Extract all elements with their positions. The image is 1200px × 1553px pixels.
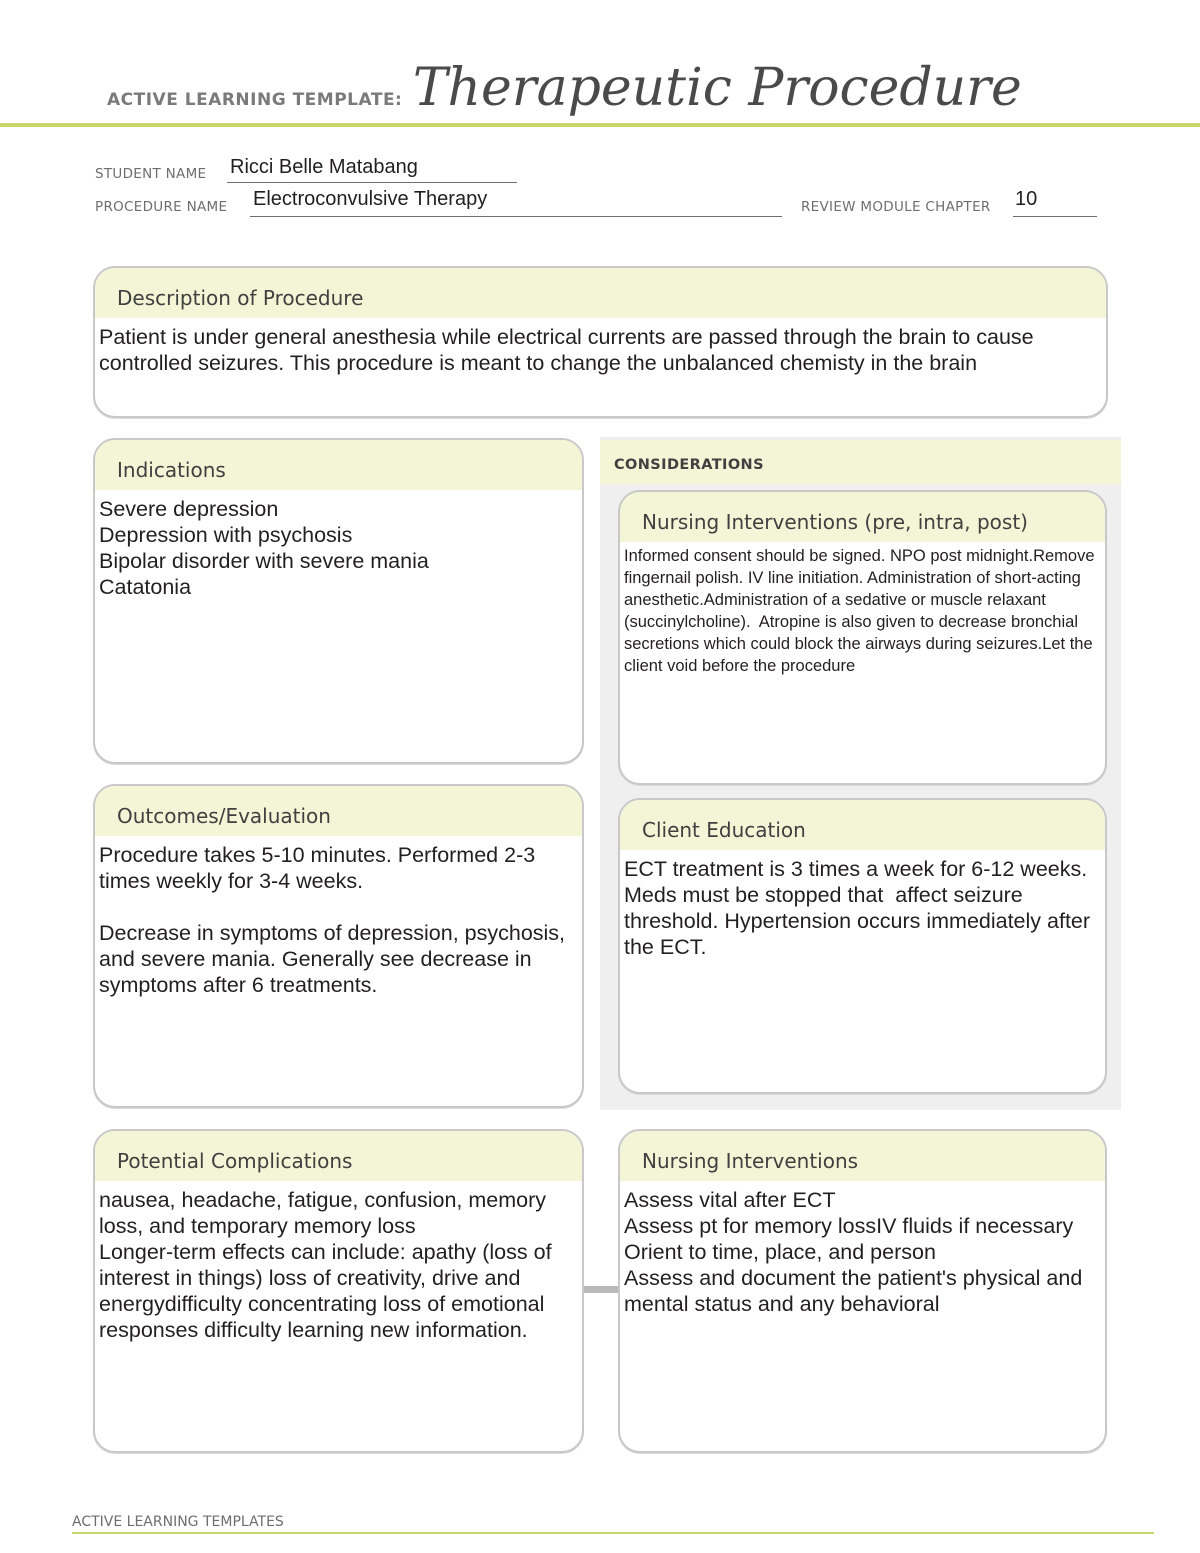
complications-box [93, 1129, 584, 1453]
outcomes-heading: Outcomes/Evaluation [95, 786, 582, 836]
complications-heading: Potential Complications [95, 1131, 582, 1181]
nursing-pre-box [618, 490, 1107, 785]
chapter-value[interactable]: 10 [1015, 188, 1038, 210]
considerations-label: CONSIDERATIONS [614, 457, 764, 473]
student-name-label: STUDENT NAME [95, 166, 207, 182]
nursing-interventions-text[interactable]: Assess vital after ECT Assess pt for memory lossIV fluids if necessary Orient to time, place, and person Assess and document the patient's physical and mental status and any behavioral [624, 1188, 1083, 1316]
procedure-name-label: PROCEDURE NAME [95, 199, 228, 215]
client-education-heading: Client Education [620, 800, 1105, 850]
template-label: ACTIVE LEARNING TEMPLATE: [107, 90, 403, 110]
student-name-value[interactable]: Ricci Belle Matabang [230, 156, 418, 178]
description-box [93, 266, 1108, 418]
footer-rule [72, 1532, 1154, 1534]
header-rule [0, 123, 1200, 127]
nursing-pre-text[interactable]: Informed consent should be signed. NPO post midnight.Remove fingernail polish. IV line initiation. Administration of short-acting anesthetic.Administration of a sedative or muscle relaxant (succinylcholine). Atropine is also given to decrease bronchial secretions which could block the airways during seizures.Let the client void before the procedure [624, 547, 1100, 675]
procedure-name-value[interactable]: Electroconvulsive Therapy [253, 188, 488, 210]
client-education-text[interactable]: ECT treatment is 3 times a week for 6-12 weeks. Meds must be stopped that affect seizure threshold. Hypertension occurs immediately after the ECT. [624, 857, 1097, 959]
indications-heading: Indications [95, 440, 582, 490]
description-heading: Description of Procedure [95, 268, 1106, 318]
description-text[interactable]: Patient is under general anesthesia while electrical currents are passed through the brain to cause controlled seizures. This procedure is meant to change the unbalanced chemisty in the brain [99, 325, 1040, 375]
nursing-interventions-heading: Nursing Interventions [620, 1131, 1105, 1181]
complications-text[interactable]: nausea, headache, fatigue, confusion, memory loss, and temporary memory loss Longer-term effects can include: apathy (loss of interest in things) loss of creativity, drive and energydifficulty concentrating loss of emotional responses difficulty learning new information. [99, 1188, 552, 1342]
client-education-box [618, 798, 1107, 1094]
chapter-label: REVIEW MODULE CHAPTER [801, 199, 991, 215]
nursing-pre-heading: Nursing Interventions (pre, intra, post) [620, 492, 1105, 542]
outcomes-text[interactable]: Procedure takes 5-10 minutes. Performed 2-3 times weekly for 3-4 weeks. Decrease in symptoms of depression, psychosis, and severe mania. Generally see decrease in symptoms after 6 treatments. [99, 843, 566, 997]
page-title: Therapeutic Procedure [412, 58, 1022, 118]
outcomes-box [93, 784, 584, 1108]
footer-label: ACTIVE LEARNING TEMPLATES [72, 1514, 284, 1530]
box-connector [582, 1286, 622, 1293]
page-header [107, 58, 1022, 118]
nursing-interventions-box [618, 1129, 1107, 1453]
indications-box [93, 438, 584, 764]
indications-text[interactable]: Severe depression Depression with psychosis Bipolar disorder with severe mania Catatonia [99, 497, 429, 599]
